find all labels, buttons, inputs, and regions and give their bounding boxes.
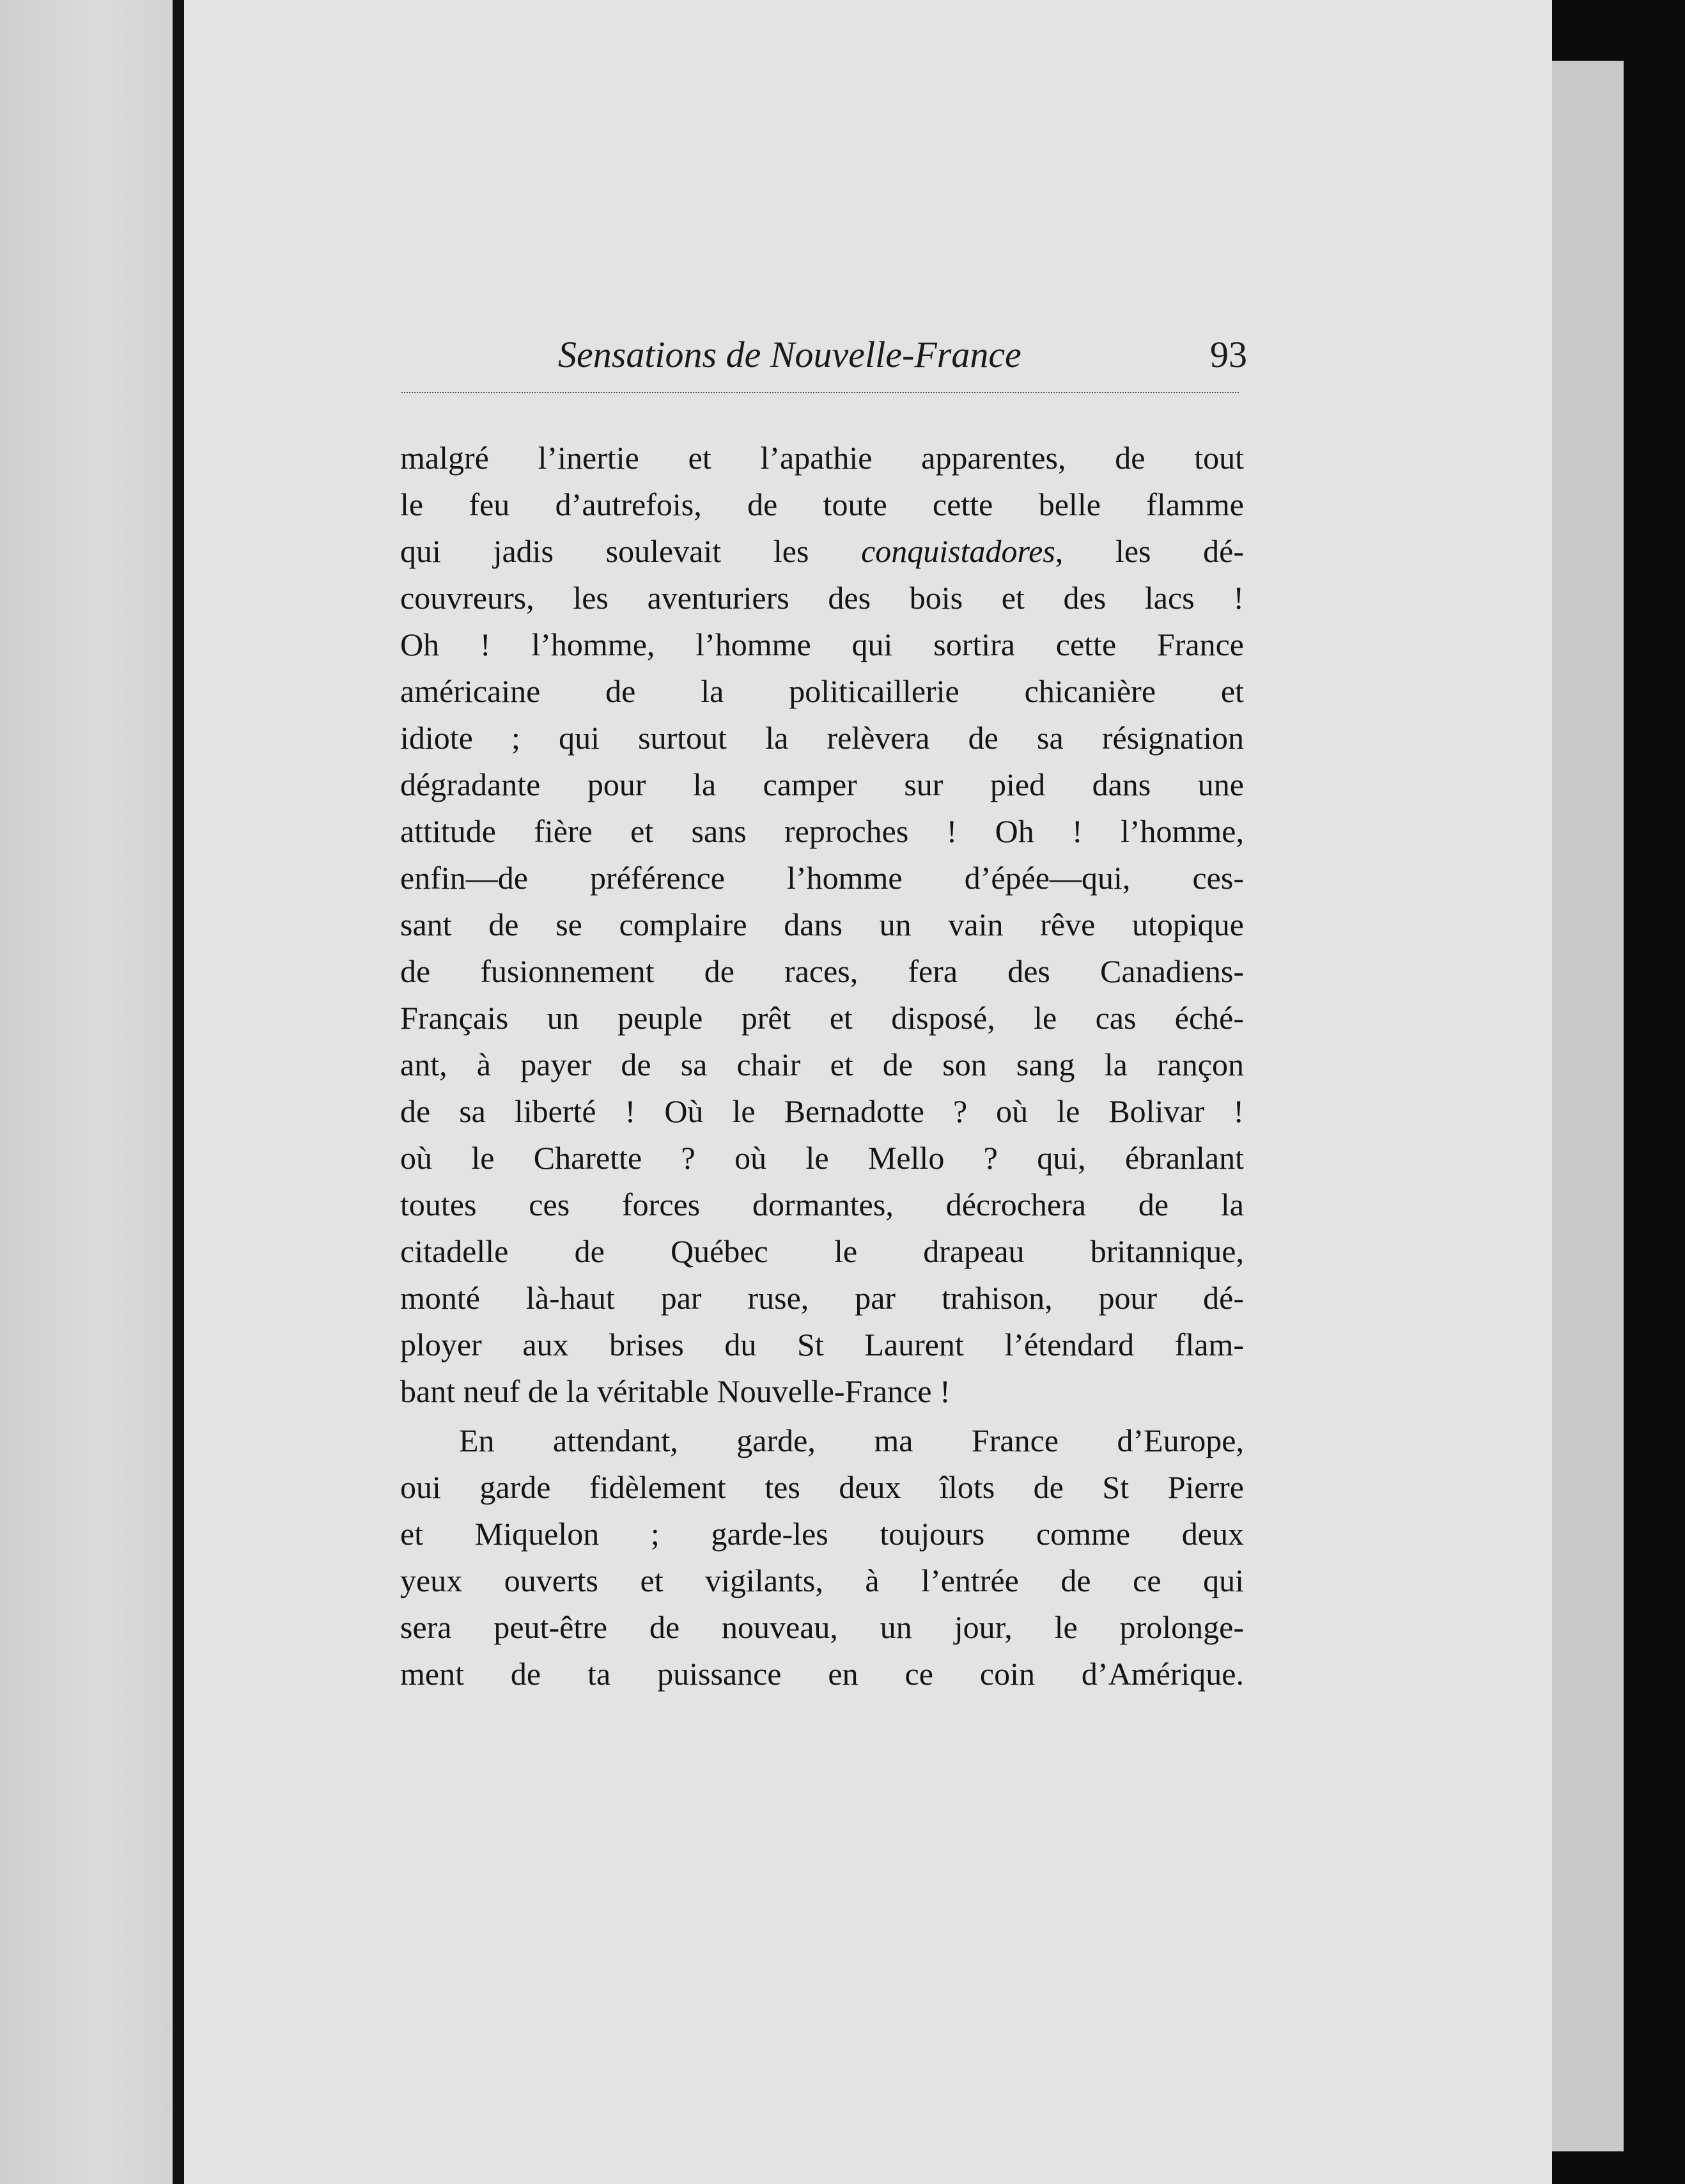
text-line: attitude fière et sans reproches ! Oh ! l’homme, [400, 813, 1244, 849]
text-line: yeux ouverts et vigilants, à l’entrée de ce qui [400, 1563, 1244, 1598]
body-text [400, 435, 1244, 1697]
text-line: citadelle de Québec le drapeau britannique, [400, 1233, 1244, 1269]
text-line: de sa liberté ! Où le Bernadotte ? où le Bolivar ! [400, 1093, 1244, 1129]
header-rule [401, 392, 1239, 393]
text-line: bant neuf de la véritable Nouvelle-France ! [400, 1373, 951, 1409]
italic-term: conquistadores [861, 533, 1055, 569]
paragraph-1 [400, 435, 1244, 1415]
text-line [400, 528, 1244, 575]
text-line: Oh ! l’homme, l’homme qui sortira cette France [400, 627, 1244, 662]
text-line: dégradante pour la camper sur pied dans une [400, 767, 1244, 802]
text-line: et Miquelon ; garde-les toujours comme deux [400, 1516, 1244, 1552]
text-line: ant, à payer de sa chair et de son sang la rançon [400, 1047, 1244, 1082]
text-line: ployer aux brises du St Laurent l’étendard flam- [400, 1327, 1244, 1362]
text-line: oui garde fidèlement tes deux îlots de St Pierre [400, 1469, 1244, 1505]
text-line: En attendant, garde, ma France d’Europe, [459, 1423, 1244, 1458]
facing-page-edge [0, 0, 173, 2184]
text-line: où le Charette ? où le Mello ? qui, ébranlant [400, 1140, 1244, 1176]
text-line: toutes ces forces dormantes, décrochera de la [400, 1187, 1244, 1222]
running-header [216, 329, 1247, 393]
text-line: idiote ; qui surtout la relèvera de sa résignation [400, 720, 1244, 756]
text-line: malgré l’inertie et l’apathie apparentes, de tout [400, 440, 1244, 476]
running-title: Sensations de Nouvelle-France [558, 334, 1021, 375]
text-line: monté là-haut par ruse, par trahison, pour dé- [400, 1280, 1244, 1316]
text-segment: qui jadis soulevait les [400, 533, 862, 569]
text-line: le feu d’autrefois, de toute cette belle flamme [400, 487, 1244, 522]
text-line: enfin—de préférence l’homme d’épée—qui, ces- [400, 860, 1244, 896]
text-line: ment de ta puissance en ce coin d’Amérique. [400, 1656, 1244, 1692]
paragraph-2 [400, 1417, 1244, 1697]
text-line: américaine de la politicaillerie chicanière et [400, 673, 1244, 709]
text-line: couvreurs, les aventuriers des bois et des lacs ! [400, 580, 1244, 616]
text-line: sant de se complaire dans un vain rêve utopique [400, 907, 1244, 942]
underlying-page-edge [1547, 61, 1624, 2151]
text-line: de fusionnement de races, fera des Canadiens- [400, 953, 1244, 989]
text-line: Français un peuple prêt et disposé, le cas éché- [400, 1000, 1244, 1036]
page-number: 93 [1210, 334, 1247, 375]
text-segment: , les dé- [1055, 533, 1244, 569]
text-line: sera peut-être de nouveau, un jour, le prolonge- [400, 1609, 1244, 1645]
